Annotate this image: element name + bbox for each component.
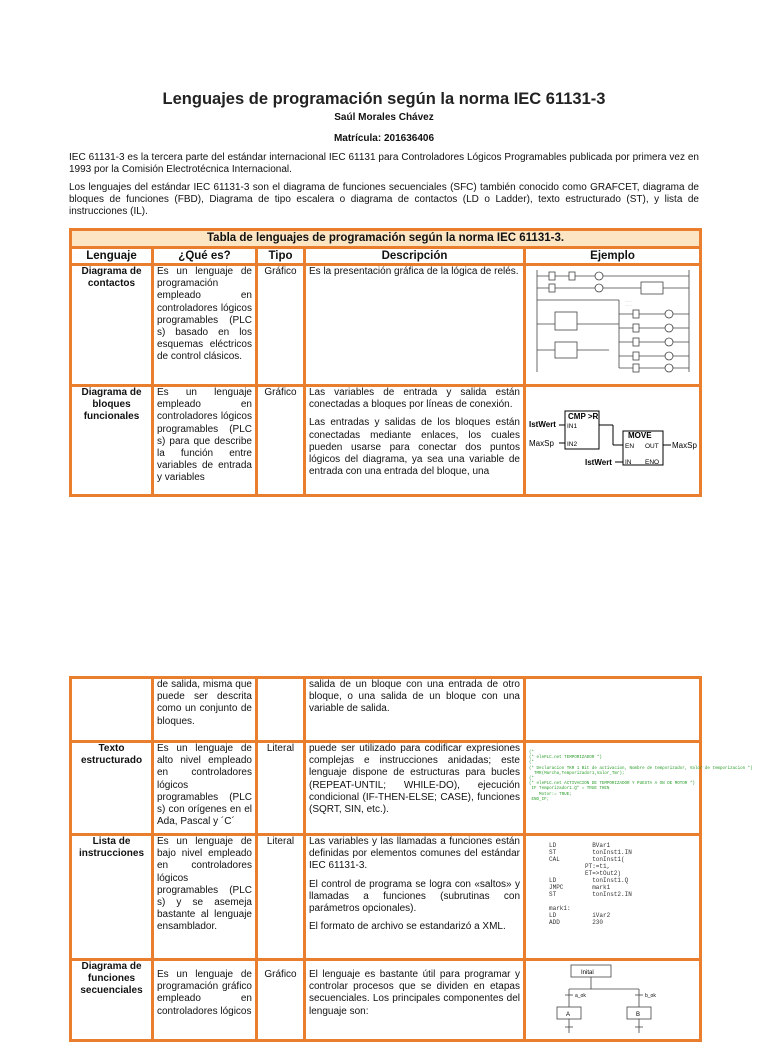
type-cell: Literal <box>257 835 305 960</box>
sfc-step-a: A <box>566 1012 571 1018</box>
istwert-input-label: IstWert <box>529 420 556 429</box>
description-cell <box>305 265 525 386</box>
svg-text:.........: ......... <box>625 303 633 307</box>
type-cell: Gráfico <box>257 386 305 496</box>
what-cell <box>153 960 257 1041</box>
type-text: Gráfico <box>264 969 297 980</box>
description-cell <box>305 960 525 1041</box>
description-text: Las entradas y salidas de los bloques están conectadas mediante enlaces, los cuales pueden usarse para conectar dos puntos lógicos del diagrama, ya sea una variable de entrada con una entrada del bloque, una <box>309 417 520 478</box>
type-cell <box>257 960 305 1041</box>
table-row <box>71 678 701 742</box>
languages-table-continued <box>69 676 753 1042</box>
description-text: salida de un bloque con una entrada de otro bloque, o una salida de un bloque con una variable de salida. <box>309 679 520 715</box>
languages-table <box>69 228 702 497</box>
header-type: Tipo <box>257 248 305 265</box>
description-cell <box>305 835 525 960</box>
sfc-initial-step: Inital <box>581 970 594 976</box>
languages-paragraph: Los lenguajes del estándar IEC 61131-3 son el diagrama de funciones secuenciales (SFC) también conocido como GRAFCET, diagrama de bloques de funciones (FBD), Diagrama de tipo escalera o diagrama de contactos (LD o Ladder), texto estructurado (ST), y lista de instrucciones (IL). <box>69 182 699 217</box>
type-cell: Gráfico <box>257 265 305 386</box>
header-description: Descripción <box>305 248 525 265</box>
description-text: El lenguaje es bastante útil para programar y controlar procesos que se dividen en etapas secuenciales. Los principales componentes del lenguaje son: <box>309 969 520 1017</box>
what-cell: Es un lenguaje de alto nivel empleado en controladores lógicos programables (PLC s) con orígenes en el Ada, Pascal y ´C´ <box>153 742 257 835</box>
what-cell: Es un lenguaje de programación empleado en controladores lógicos programables (PLC s) basado en los esquemas eléctricos de control clásicos. <box>153 265 257 386</box>
sfc-diagram-image <box>529 961 699 1035</box>
example-cell <box>525 678 701 742</box>
maxsp-output-label: MaxSp <box>672 441 697 450</box>
language-cell: Texto estructurado <box>71 742 153 835</box>
type-cell: Literal <box>257 742 305 835</box>
description-text: Las variables de entrada y salida están conectadas a bloques por líneas de conexión. <box>309 387 520 411</box>
description-text: El control de programa se logra con «saltos» y llamadas a funciones (subrutinas con parámetros opcionales). <box>309 878 520 915</box>
table-row <box>71 386 701 496</box>
move-eno-label: ENO <box>645 459 660 466</box>
document-title: Lenguajes de programación según la norma IEC 61131-3 <box>162 90 606 108</box>
maxsp-input-label: MaxSp <box>529 439 554 448</box>
description-text: puede ser utilizado para codificar expresiones complejas e instrucciones anidadas; este lenguaje dispone de estructuras para bucles (REPEAT-UNTIL; WHILE-DO), ejecución condicional (IF-THEN-ELSE; CASE), funciones (SQRT, SIN, etc.). <box>309 743 520 816</box>
example-cell <box>525 960 701 1041</box>
what-cell: Es un lenguaje de bajo nivel empleado en controladores lógicos programables (PLC s) y se asemeja bastante al lenguaje ensamblador. <box>153 835 257 960</box>
description-text: Es la presentación gráfica de la lógica de relés. <box>309 266 519 277</box>
description-text: El formato de archivo se estandarizó a XML. <box>309 921 506 933</box>
move-en-label: EN <box>625 443 635 450</box>
sfc-step-b: B <box>636 1012 641 1018</box>
sfc-transition-a: a_ok <box>575 993 586 999</box>
ladder-diagram-image <box>529 266 697 378</box>
what-text: Es un lenguaje de programación gráfico empleado en controladores lógicos <box>157 969 252 1017</box>
intro-paragraph: IEC 61131-3 es la tercera parte del estándar internacional IEC 61131 para Controladores Lógicos Programables publicada por primera vez en 1993 por la Comisión Electrotécnica Internacional. <box>69 152 699 175</box>
move-out-label: OUT <box>645 443 659 450</box>
function-block-diagram-image <box>529 387 701 477</box>
table-row <box>71 742 701 835</box>
table-row <box>71 265 701 386</box>
description-cell <box>305 386 525 496</box>
language-cell <box>71 678 153 742</box>
language-cell: Lista de instrucciones <box>71 835 153 960</box>
istwert-move-label: IstWert <box>585 458 612 467</box>
student-id: Matrícula: 201636406 <box>333 133 435 144</box>
language-cell: Diagrama de funciones secuenciales <box>71 960 153 1041</box>
example-cell <box>525 742 753 835</box>
cmp-in2-label: IN2 <box>567 441 578 448</box>
type-cell <box>257 678 305 742</box>
author-name: Saúl Morales Chávez <box>334 112 434 123</box>
move-in-label: IN <box>625 459 632 466</box>
svg-text:.........: ......... <box>625 299 633 303</box>
table-row <box>71 835 701 960</box>
example-cell <box>525 265 701 386</box>
structured-text-code-image: (* (* elePLC.net TEMPORIZADOR *) (* (* Declaracion TKR 1 Bit de activacion, Nombre de temporizador, Valor de temporizacion *) TMR(Marcha,Temporizador1,Valor_Tmr); (* (* elePLC.net ACTIVACION DE TEMPORIZADOR Y PUESTA A ON DE MOTOR *) IF Temporizador1.Q* = TRUE THEN Motor:= TRUE; END_IF; <box>529 751 753 802</box>
description-cell <box>305 742 525 835</box>
cmp-in1-label: IN1 <box>567 423 578 430</box>
table-row <box>71 960 701 1041</box>
header-language: Lenguaje <box>71 248 153 265</box>
description-cell <box>305 678 525 742</box>
sfc-transition-b: b_ok <box>645 993 656 999</box>
cmp-block-title: CMP >R <box>568 412 599 421</box>
example-cell <box>525 386 701 496</box>
description-text: Las variables y las llamadas a funciones están definidas por elementos comunes del estándar IEC 61131-3. <box>309 836 520 872</box>
header-what: ¿Qué es? <box>153 248 257 265</box>
what-cell: Es un lenguaje empleado en controladores lógicos programables (PLC s) para que describe la función entre variables de entrada y variables <box>153 386 257 496</box>
header-example: Ejemplo <box>525 248 701 265</box>
language-cell: Diagrama de bloques funcionales <box>71 386 153 496</box>
table-header-row <box>71 248 701 265</box>
what-cell: de salida, misma que puede ser descrita como un conjunto de bloques. <box>153 678 257 742</box>
language-cell: Diagrama de contactos <box>71 265 153 386</box>
instruction-list-code-image: LD BVar1 ST tonInst1.IN CAL tonInst1( PT:=t1, ET=>tOut2) LD tonInst1.Q JMPC mark1 ST tonInst2.IN mark1: LD iVar2 ADD 230 <box>549 842 632 926</box>
example-cell <box>525 835 701 960</box>
move-block-title: MOVE <box>628 431 652 440</box>
table-caption: Tabla de lenguajes de programación según la norma IEC 61131-3. <box>71 230 701 248</box>
